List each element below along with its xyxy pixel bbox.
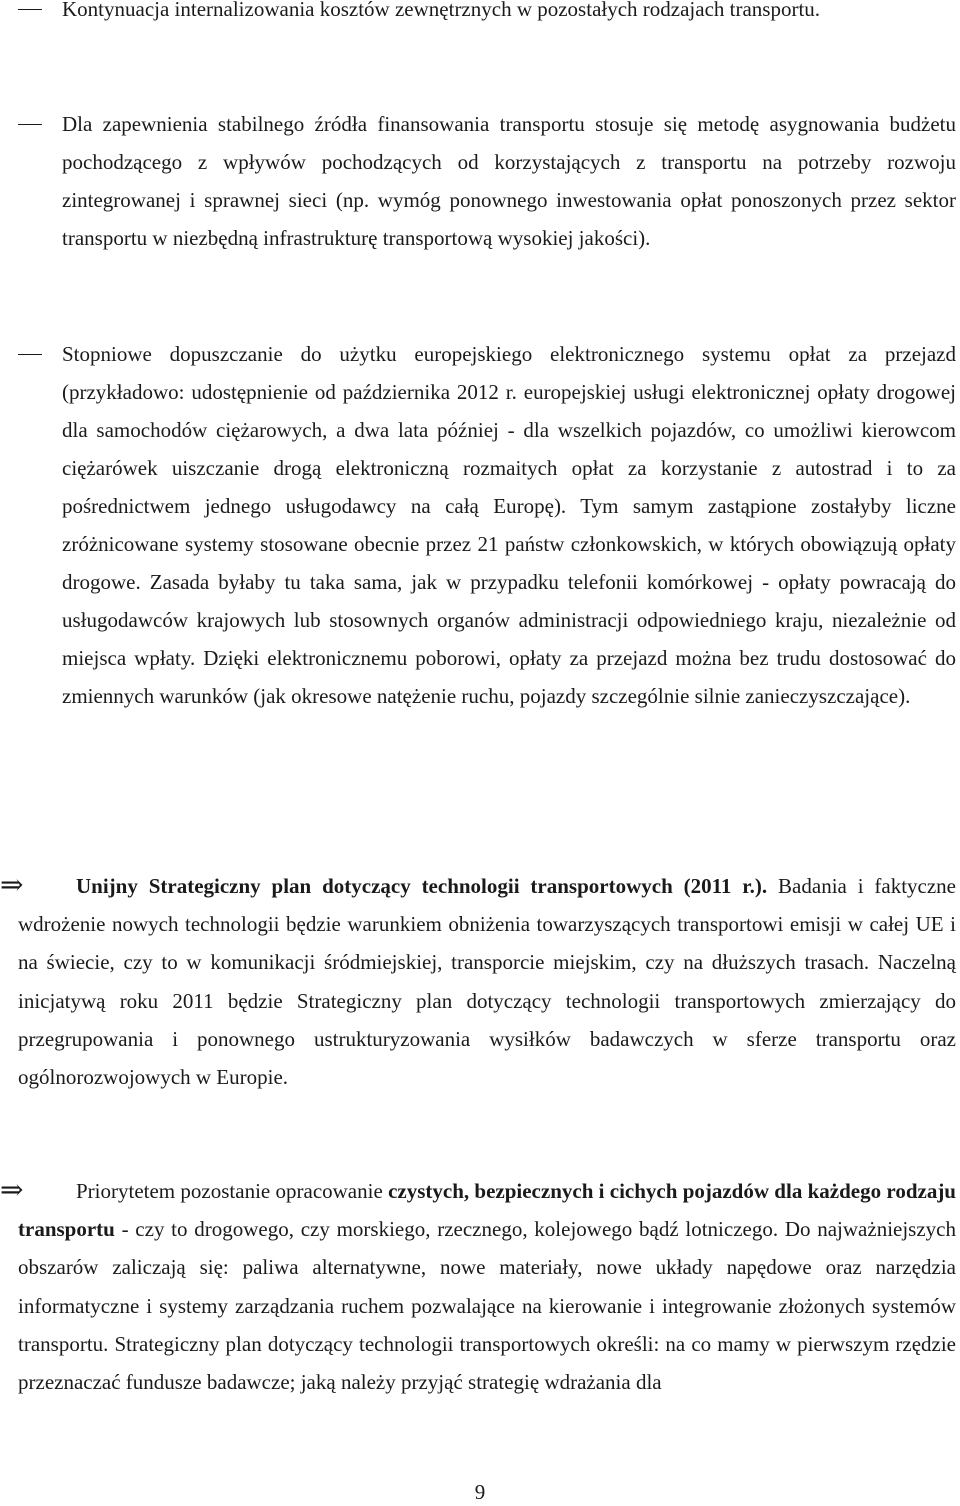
- list-item-text: Kontynuacja internalizowania kosztów zewnętrznych w pozostałych rodzajach transportu.: [62, 0, 821, 21]
- paragraph-heading: Unijny Strategiczny plan dotyczący technologii transportowych (2011 r.).: [76, 874, 768, 898]
- paragraph-emphasis: czystych, bezpiecznych i cichych pojazdów dla każdego rodzaju transportu: [18, 1179, 956, 1242]
- paragraph-text: Badania i faktyczne wdrożenie nowych technologii będzie warunkiem obniżenia towarzyszących transportowi emisji w całej UE i na świecie, czy to w komunikacji śródmiejskiej, transporcie miejskim, czy na dłuższych trasach. Naczelną inicjatywą roku 2011 będzie Strategiczny plan dotyczący technologii transportowych zmierzający do przegrupowania i ponownego ustrukturyzowania wysiłków badawczych w sferze transportu oraz ogólnorozwojowych w Europie.: [18, 874, 957, 1090]
- list-item: [62, 105, 956, 257]
- paragraph-text: - czy to drogowego, czy morskiego, rzecznego, kolejowego bądź lotniczego. Do najważniejszych obszarów zaliczają się: paliwa alternatywne, nowe materiały, nowe układy napędowe oraz narzędzia informatyczne i systemy zarządzania ruchem pozwalające na kierowanie i integrowanie złożonych systemów transportu. Strategiczny plan dotyczący technologii transportowych określi: na co mamy w pierwszym rzędzie przeznaczać fundusze badawcze; jaką należy przyjąć strategię wdrażania dla: [18, 1217, 956, 1395]
- list-item-text: Stopniowe dopuszczanie do użytku europejskiego elektronicznego systemu opłat za przejazd (przykładowo: udostępnienie od października 2012 r. europejskiej usługi elektronicznej opłaty drogowej dla samochodów ciężarowych, a dwa lata później - dla wszelkich pojazdów, co umożliwi kierowcom ciężarówek uiszczanie drogą elektroniczną rozmaitych opłat za korzystanie z autostrad i to za pośrednictwem jednego usługodawcy na całą Europę). Tym samym zastąpione zostałyby liczne zróżnicowane systemy stosowane obecnie przez 21 państw członkowskich, w których obowiązują opłaty drogowe. Zasada byłaby tu taka sama, jak w przypadku telefonii komórkowej - opłaty powracają do usługodawców krajowych lub stosownych organów administracji odpowiedniego kraju, niezależnie od miejsca wpłaty. Dzięki elektronicznemu poborowi, opłaty za przejazd można bez trudu dostosować do zmiennych warunków (jak okresowe natężenie ruchu, pojazdy szczególnie silnie zanieczyszczające).: [62, 342, 956, 708]
- arrow-paragraph: [0, 1172, 956, 1401]
- page-number: 9: [474, 1480, 486, 1504]
- arrow-paragraph: [0, 867, 957, 1096]
- list-item: [62, 335, 956, 715]
- list-item: [62, 0, 956, 28]
- list-item-text: Dla zapewnienia stabilnego źródła finansowania transportu stosuje się metodę asygnowania budżetu pochodzącego z wpływów pochodzących od korzystających z transportu na potrzeby rozwoju zintegrowanej i sprawnej sieci (np. wymóg ponownego inwestowania opłat ponoszonych przez sektor transportu w niezbędną infrastrukturę transportową wysokiej jakości).: [62, 112, 956, 250]
- double-arrow-icon: ⇒: [0, 870, 24, 901]
- paragraph-intro: Priorytetem pozostanie opracowanie: [76, 1179, 389, 1203]
- double-arrow-icon: ⇒: [0, 1175, 24, 1206]
